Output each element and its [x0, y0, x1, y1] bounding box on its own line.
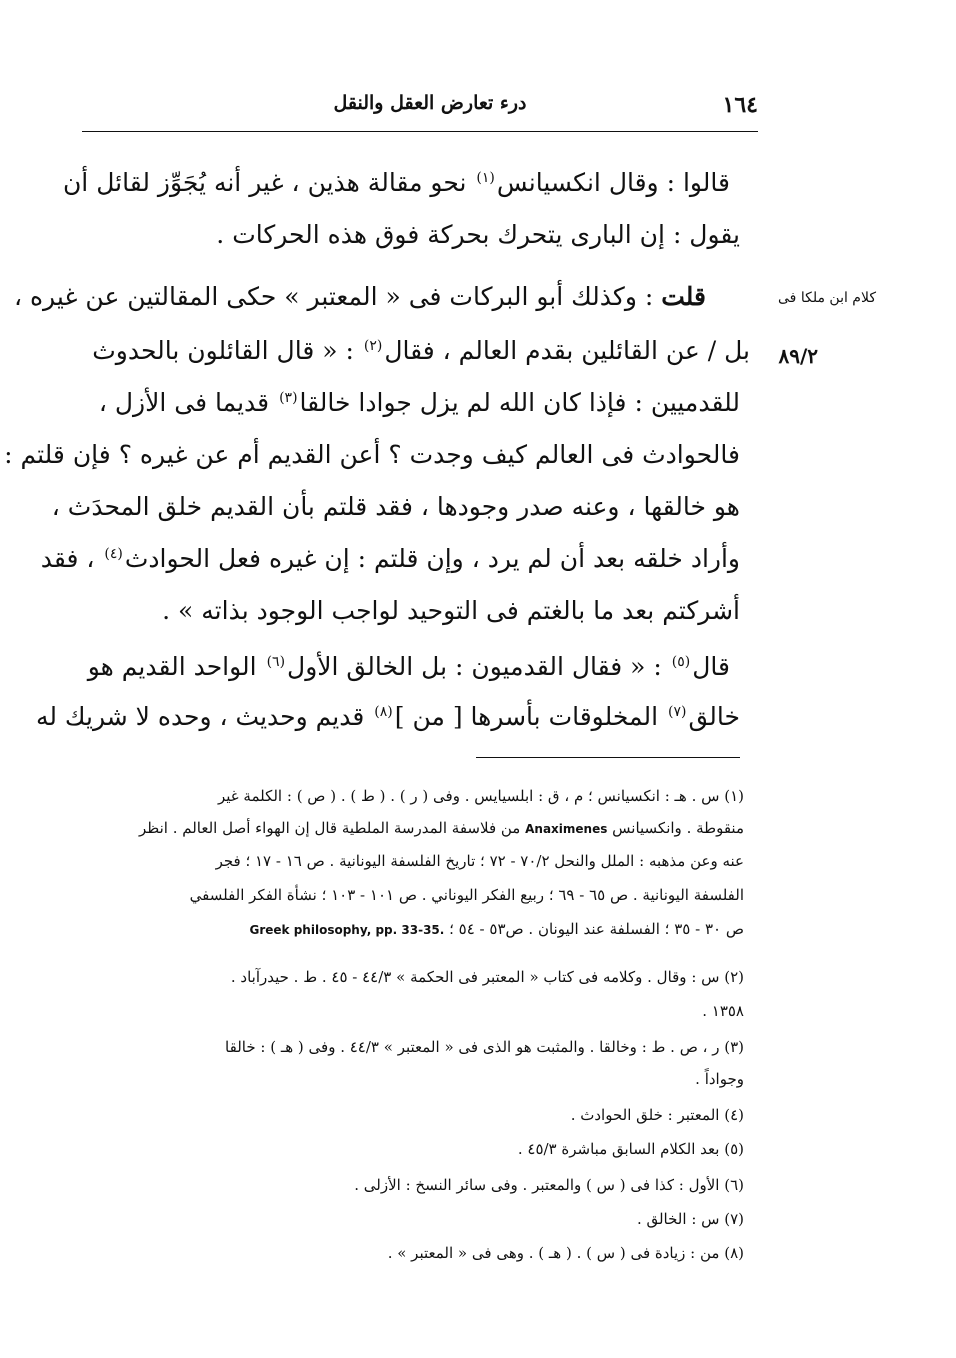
footnote-4: (٤) المعتبر : خلق الحوادث . — [570, 1106, 744, 1124]
page-number: ١٦٤ — [722, 92, 758, 118]
text-segment: ، فقد — [40, 544, 95, 573]
text-segment: قال — [692, 652, 730, 681]
body-line-p2-4: فالحوادث فى العالم كيف وجدت ؟ أعن القديم أم عن غيره ؟ فإن قلتم : — [4, 440, 740, 469]
qultu-lead-word: قلت — [661, 282, 706, 311]
text-segment: بل / عن القائلين بقدم العالم ، فقال — [384, 336, 750, 365]
latin-term: Anaximenes — [525, 822, 608, 836]
footnote-1-line-2 — [94, 817, 744, 839]
footnote-marker-4: (٤) — [104, 545, 123, 562]
footnote-marker-8: (٨) — [374, 703, 393, 720]
text-segment: ص ٣٠ - ٣٥ ؛ الفسلفة عند اليونان . ص٥٣ - ٥٤ ؛ — [449, 920, 744, 938]
footnote-2-line-2: ١٣٥٨ . — [702, 1002, 744, 1020]
footnote-5: (٥) بعد الكلام السابق مباشرة ٤٥/٣ . — [517, 1140, 744, 1158]
text-segment: : وكذلك أبو البركات فى « المعتبر » حكى المقالتين عن غيره ، — [13, 282, 654, 311]
text-segment: منقوطة . وانكسيانس — [612, 819, 744, 837]
footnote-1-line-4: الفلسفة اليونانية . ص ٦٥ - ٦٩ ؛ ربيع الفكر اليوناني . ص ١٠١ - ١٠٣ ؛ نشأة الفكر الفلسفي — [189, 886, 744, 904]
footnote-marker-5: (٥) — [671, 653, 691, 670]
running-title: درء تعارض العقل والنقل — [333, 92, 527, 114]
body-line-p3-2 — [35, 700, 740, 734]
text-segment: : « فقال القدميون : بل الخالق الأول — [287, 652, 662, 681]
footnote-3-line-2: وجواداً . — [695, 1070, 744, 1088]
body-line-p3-1 — [84, 650, 730, 684]
footnote-2-line-1: (٢) س : وقال . وكلامه فى كتاب « المعتبر فى الحكمة » ٤٤/٣ - ٤٥ . ط . حيدرآباد . — [230, 968, 744, 986]
footnote-marker-6: (٦) — [266, 653, 286, 670]
margin-volume-ref: ٨٩/٢ — [778, 344, 818, 368]
footnote-marker-1: (١) — [476, 169, 495, 186]
body-line-p2-6 — [40, 542, 740, 576]
body-line-p2-1 — [13, 280, 706, 314]
footnote-7: (٧) س : الخالق . — [636, 1210, 744, 1228]
footnote-1-line-1: (١) س . هـ : انكسيانس ؛ م ، ق : ابلسيايس . وفى ( ر ) . ( ط ) . ( ص ) : الكلمة غير — [217, 787, 744, 805]
latin-reference: Greek philosophy, pp. 33-35. — [249, 923, 445, 937]
text-segment: الواحد القديم هو — [87, 652, 257, 681]
text-segment: المخلوقات بأسرها [ من ] — [394, 702, 659, 731]
footnote-marker-3: (٣) — [279, 389, 298, 406]
body-line-p2-3 — [84, 386, 740, 420]
footnote-marker-7: (٧) — [667, 703, 687, 720]
body-line-p2-5: هو خالقها ، وعنه صدر وجودها ، فقد قلتم بأن القديم خلق المحدَث ، — [51, 492, 740, 521]
body-line-p1-2: يقول : إن البارى يتحرك بحركة فوق هذه الحركات . — [216, 220, 740, 249]
footnote-3-line-1: (٣) ر ، ص . ط : وخالقا . والمثبت هو الذى فى « المعتبر » ٤٤/٣ . وفى ( هـ ) : خالقا — [225, 1038, 744, 1056]
footnote-6: (٦) الأول : كذا فى ( س ) والمعتبر . وفى سائر النسخ : الأزلى . — [354, 1176, 744, 1194]
text-segment: قديما فى الأزل ، — [98, 388, 270, 417]
text-segment: نحو مقالة هذين ، غير أنه يُجَوِّز لقائل أن — [62, 168, 467, 197]
footnote-separator — [476, 757, 740, 758]
footnote-1-line-3: عنه وعن مذهبه : الملل والنحل ٧٠/٢ - ٧٢ ؛ تاريخ الفلسفة اليونانية . ص ١٦ - ١٧ ؛ فجر — [215, 852, 744, 870]
text-segment: للقدميين : فإذا كان الله لم يزل جوادا خالقا — [299, 388, 740, 417]
body-line-p2-2 — [84, 334, 750, 368]
body-line-p1-1 — [62, 166, 730, 200]
text-segment: قديم وحديث ، وحده لا شريك له — [35, 702, 365, 731]
text-segment: من فلاسفة المدرسة الملطية قال إن الهواء أصل العالم . انظر — [139, 819, 521, 837]
body-line-p2-7: أشركتم بعد ما بالغتم فى التوحيد لواجب الوجود بذاته » . — [162, 596, 740, 625]
text-segment: : « قال القائلون بالحدوث — [92, 336, 354, 365]
footnote-marker-2: (٢) — [363, 337, 383, 354]
text-segment: وأراد خلقه بعد أن لم يرد ، وإن قلتم : إن غيره فعل الحوادث — [124, 544, 740, 573]
text-segment: خالق — [688, 702, 740, 731]
header-rule — [82, 131, 758, 132]
footnote-8: (٨) من : زيادة فى ( س ) . ( هـ ) . وهى فى « المعتبر » . — [387, 1244, 744, 1262]
text-segment: قالوا : وقال انكسيانس — [496, 168, 730, 197]
margin-note: كلام ابن ملكا فى — [778, 290, 876, 306]
footnote-1-line-5 — [94, 918, 744, 940]
